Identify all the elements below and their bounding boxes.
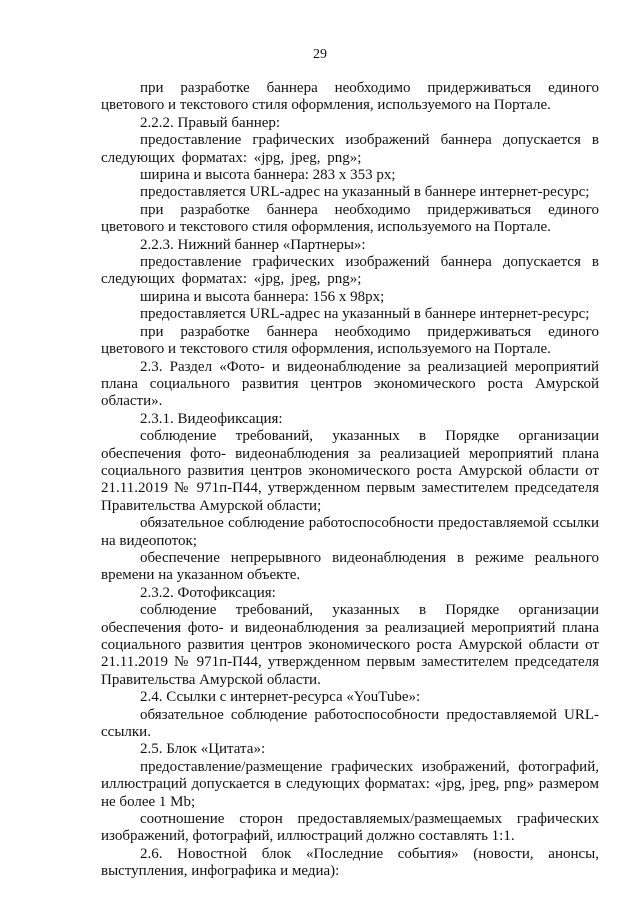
paragraph: обязательное соблюдение работоспособности предоставляемой URL-ссылки.: [101, 706, 599, 741]
section-heading: 2.5. Блок «Цитата»:: [140, 741, 266, 758]
paragraph: соотношение сторон предоставляемых/размещаемых графических изображений, фотографий, иллюстраций должно составлять 1:1.: [101, 811, 599, 845]
paragraph: при разработке баннера необходимо придерживаться единого цветового и текстового стиля оформления, используемого на Портале.: [101, 323, 599, 358]
paragraph: обеспечение непрерывного видеонаблюдения в режиме реального времени на указанном объекте.: [101, 549, 599, 584]
paragraph: предоставление/размещение графических изображений, фотографий, иллюстраций допускается в следующих форматах: «jpg, jpeg, png» размером не более 1 Mb;: [101, 758, 599, 810]
paragraph: при разработке баннера необходимо придерживаться единого цветового и текстового стиля оформления, используемого на Портале.: [101, 201, 599, 236]
section-heading: 2.4. Ссылки с интернет-ресурса «YouTube»:: [140, 689, 421, 706]
paragraph: предоставление графических изображений баннера допускается в следующих форматах: «jpg, jpeg, png»;: [101, 132, 599, 166]
paragraph: обязательное соблюдение работоспособности предоставляемой ссылки на видеопоток;: [101, 515, 599, 549]
document-body: [101, 80, 599, 881]
paragraph: предоставляется URL-адрес на указанный в баннере интернет-ресурс;: [140, 306, 590, 323]
paragraph: соблюдение требований, указанных в Порядке организации обеспечения фото- и видеонаблюдения за реализацией мероприятий плана социального развития центров экономического роста Амурской области от 21.11.2019 № 971п-П44, утвержденном первым заместителем председателя Правительства Амурской области.: [101, 602, 599, 688]
paragraph: предоставление графических изображений баннера допускается в следующих форматах: «jpg, jpeg, png»;: [101, 254, 599, 288]
section-heading: 2.2.3. Нижний баннер «Партнеры»:: [140, 236, 366, 253]
paragraph: при разработке баннера необходимо придерживаться единого цветового и текстового стиля оформления, используемого на Портале.: [101, 80, 599, 114]
section-heading: 2.3. Раздел «Фото- и видеонаблюдение за реализацией мероприятий плана социального развития центров экономического роста Амурской области».: [101, 358, 599, 410]
section-heading: 2.3.2. Фотофиксация:: [140, 584, 276, 601]
paragraph: ширина и высота баннера: 156 х 98px;: [140, 288, 385, 305]
section-heading: 2.6. Новостной блок «Последние события» (новости, анонсы, выступления, инфографика и медиа):: [101, 845, 599, 880]
section-heading: 2.3.1. Видеофиксация:: [140, 410, 283, 427]
paragraph: ширина и высота баннера: 283 х 353 px;: [140, 167, 396, 184]
paragraph: предоставляется URL-адрес на указанный в баннере интернет-ресурс;: [140, 184, 590, 201]
page-number: 29: [313, 47, 327, 62]
paragraph: соблюдение требований, указанных в Порядке организации обеспечения фото- видеонаблюдения за реализацией мероприятий плана социального развития центров экономического роста Амурской области от 21.11.2019 № 971п-П44, утвержденном первым заместителем председателя Правительства Амурской области;: [101, 428, 599, 514]
section-heading: 2.2.2. Правый баннер:: [140, 114, 281, 131]
